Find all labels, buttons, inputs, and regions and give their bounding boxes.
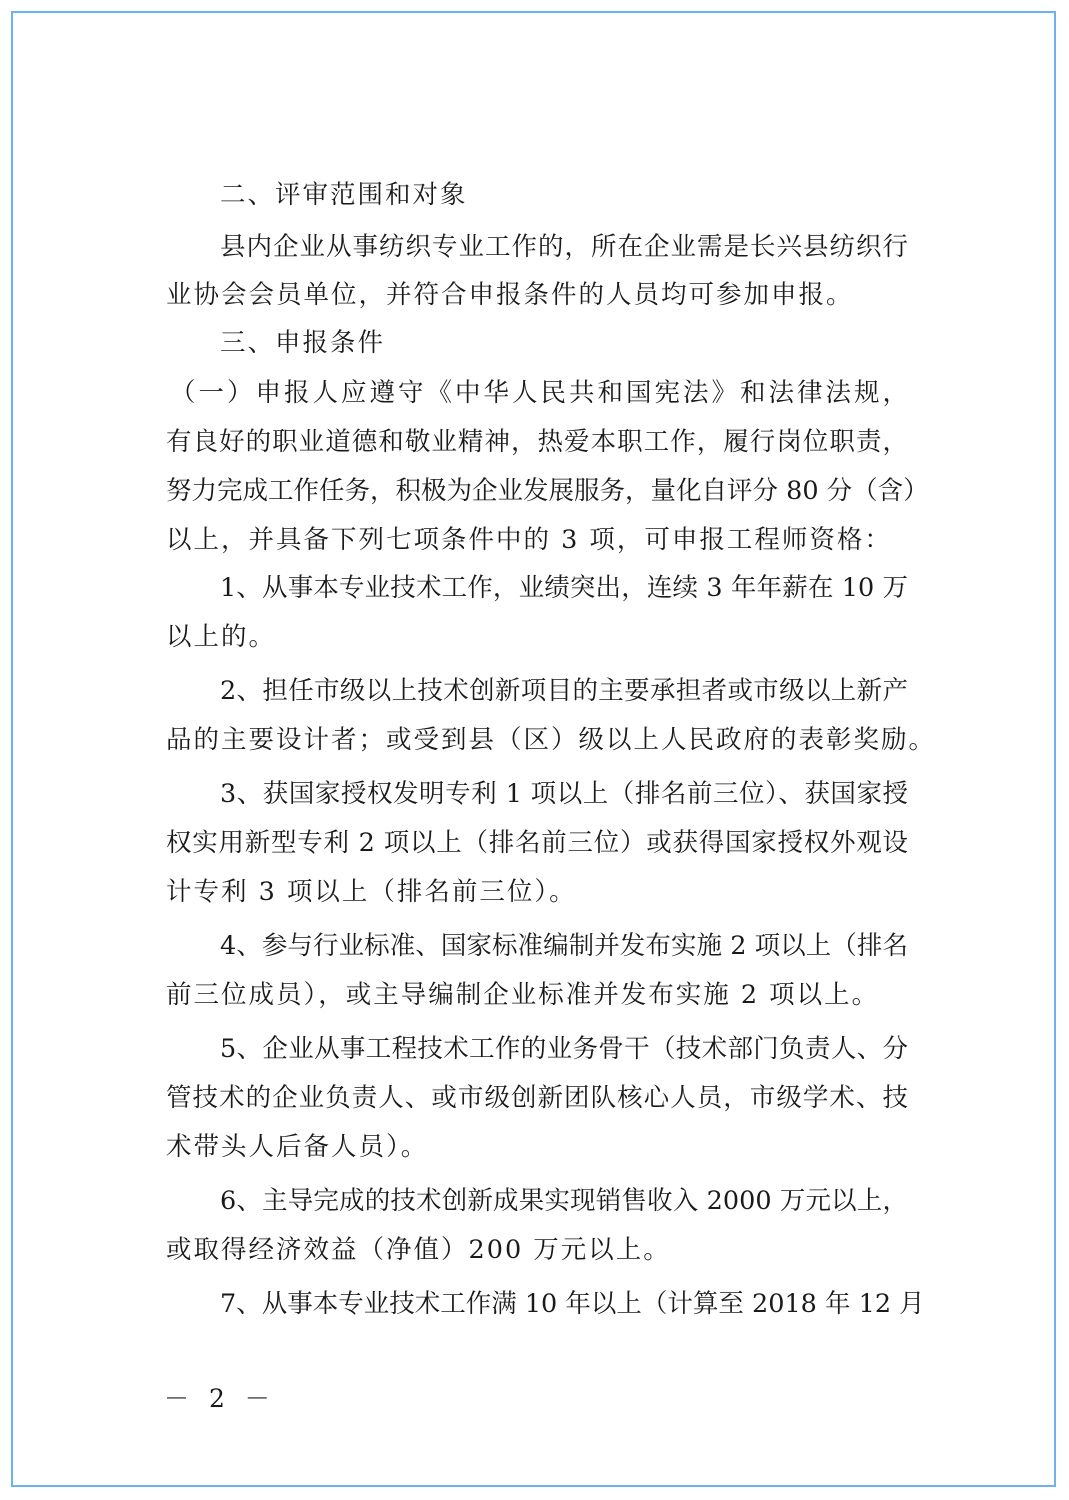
paragraph-line: 2、担任市级以上技术创新项目的主要承担者或市级以上新产 (220, 676, 908, 706)
paragraph-line: 术带头人后备人员）。 (166, 1132, 429, 1162)
paragraph-line: 4、参与行业标准、国家标准编制并发布实施 2 项以上（排名 (220, 931, 908, 961)
paragraph-line: 有良好的职业道德和敬业精神，热爱本职工作，履行岗位职责， (166, 427, 908, 457)
paragraph-line: 6、主导完成的技术创新成果实现销售收入 2000 万元以上， (220, 1186, 908, 1216)
paragraph-line: 5、企业从事工程技术工作的业务骨干（技术部门负责人、分 (220, 1034, 908, 1064)
paragraph-line: 业协会会员单位，并符合申报条件的人员均可参加申报。 (166, 280, 854, 310)
paragraph-line: （一）申报人应遵守《中华人民共和国宪法》和法律法规， (170, 378, 908, 408)
paragraph-line: 以上的。 (166, 622, 277, 652)
paragraph-line: 管技术的企业负责人、或市级创新团队核心人员，市级学术、技 (166, 1083, 908, 1113)
paragraph-line: 1、从事本专业技术工作，业绩突出，连续 3 年年薪在 10 万 (220, 573, 908, 603)
paragraph-line: 或取得经济效益（净值）200 万元以上。 (166, 1235, 671, 1265)
paragraph-line: 努力完成工作任务，积极为企业发展服务，量化自评分 80 分（含） (166, 476, 929, 506)
paragraph-line: 计专利 3 项以上（排名前三位）。 (166, 877, 577, 907)
paragraph-line: 权实用新型专利 2 项以上（排名前三位）或获得国家授权外观设 (166, 828, 908, 858)
paragraph-line: 以上，并具备下列七项条件中的 3 项，可申报工程师资格： (166, 525, 892, 555)
paragraph-line: 7、从事本专业技术工作满 10 年以上（计算至 2018 年 12 月 (220, 1289, 925, 1319)
page-number: － 2 － (164, 1384, 276, 1413)
section-heading-conditions: 三、申报条件 (220, 328, 386, 358)
section-heading-scope: 二、评审范围和对象 (220, 180, 468, 210)
paragraph-line: 品的主要设计者；或受到县（区）级以上人民政府的表彰奖励。 (166, 725, 937, 755)
paragraph-line: 前三位成员），或主导编制企业标准并发布实施 2 项以上。 (166, 980, 880, 1010)
paragraph-line: 县内企业从事纺织专业工作的，所在企业需是长兴县纺织行 (220, 232, 908, 262)
paragraph-line: 3、获国家授权发明专利 1 项以上（排名前三位）、获国家授 (220, 779, 908, 809)
